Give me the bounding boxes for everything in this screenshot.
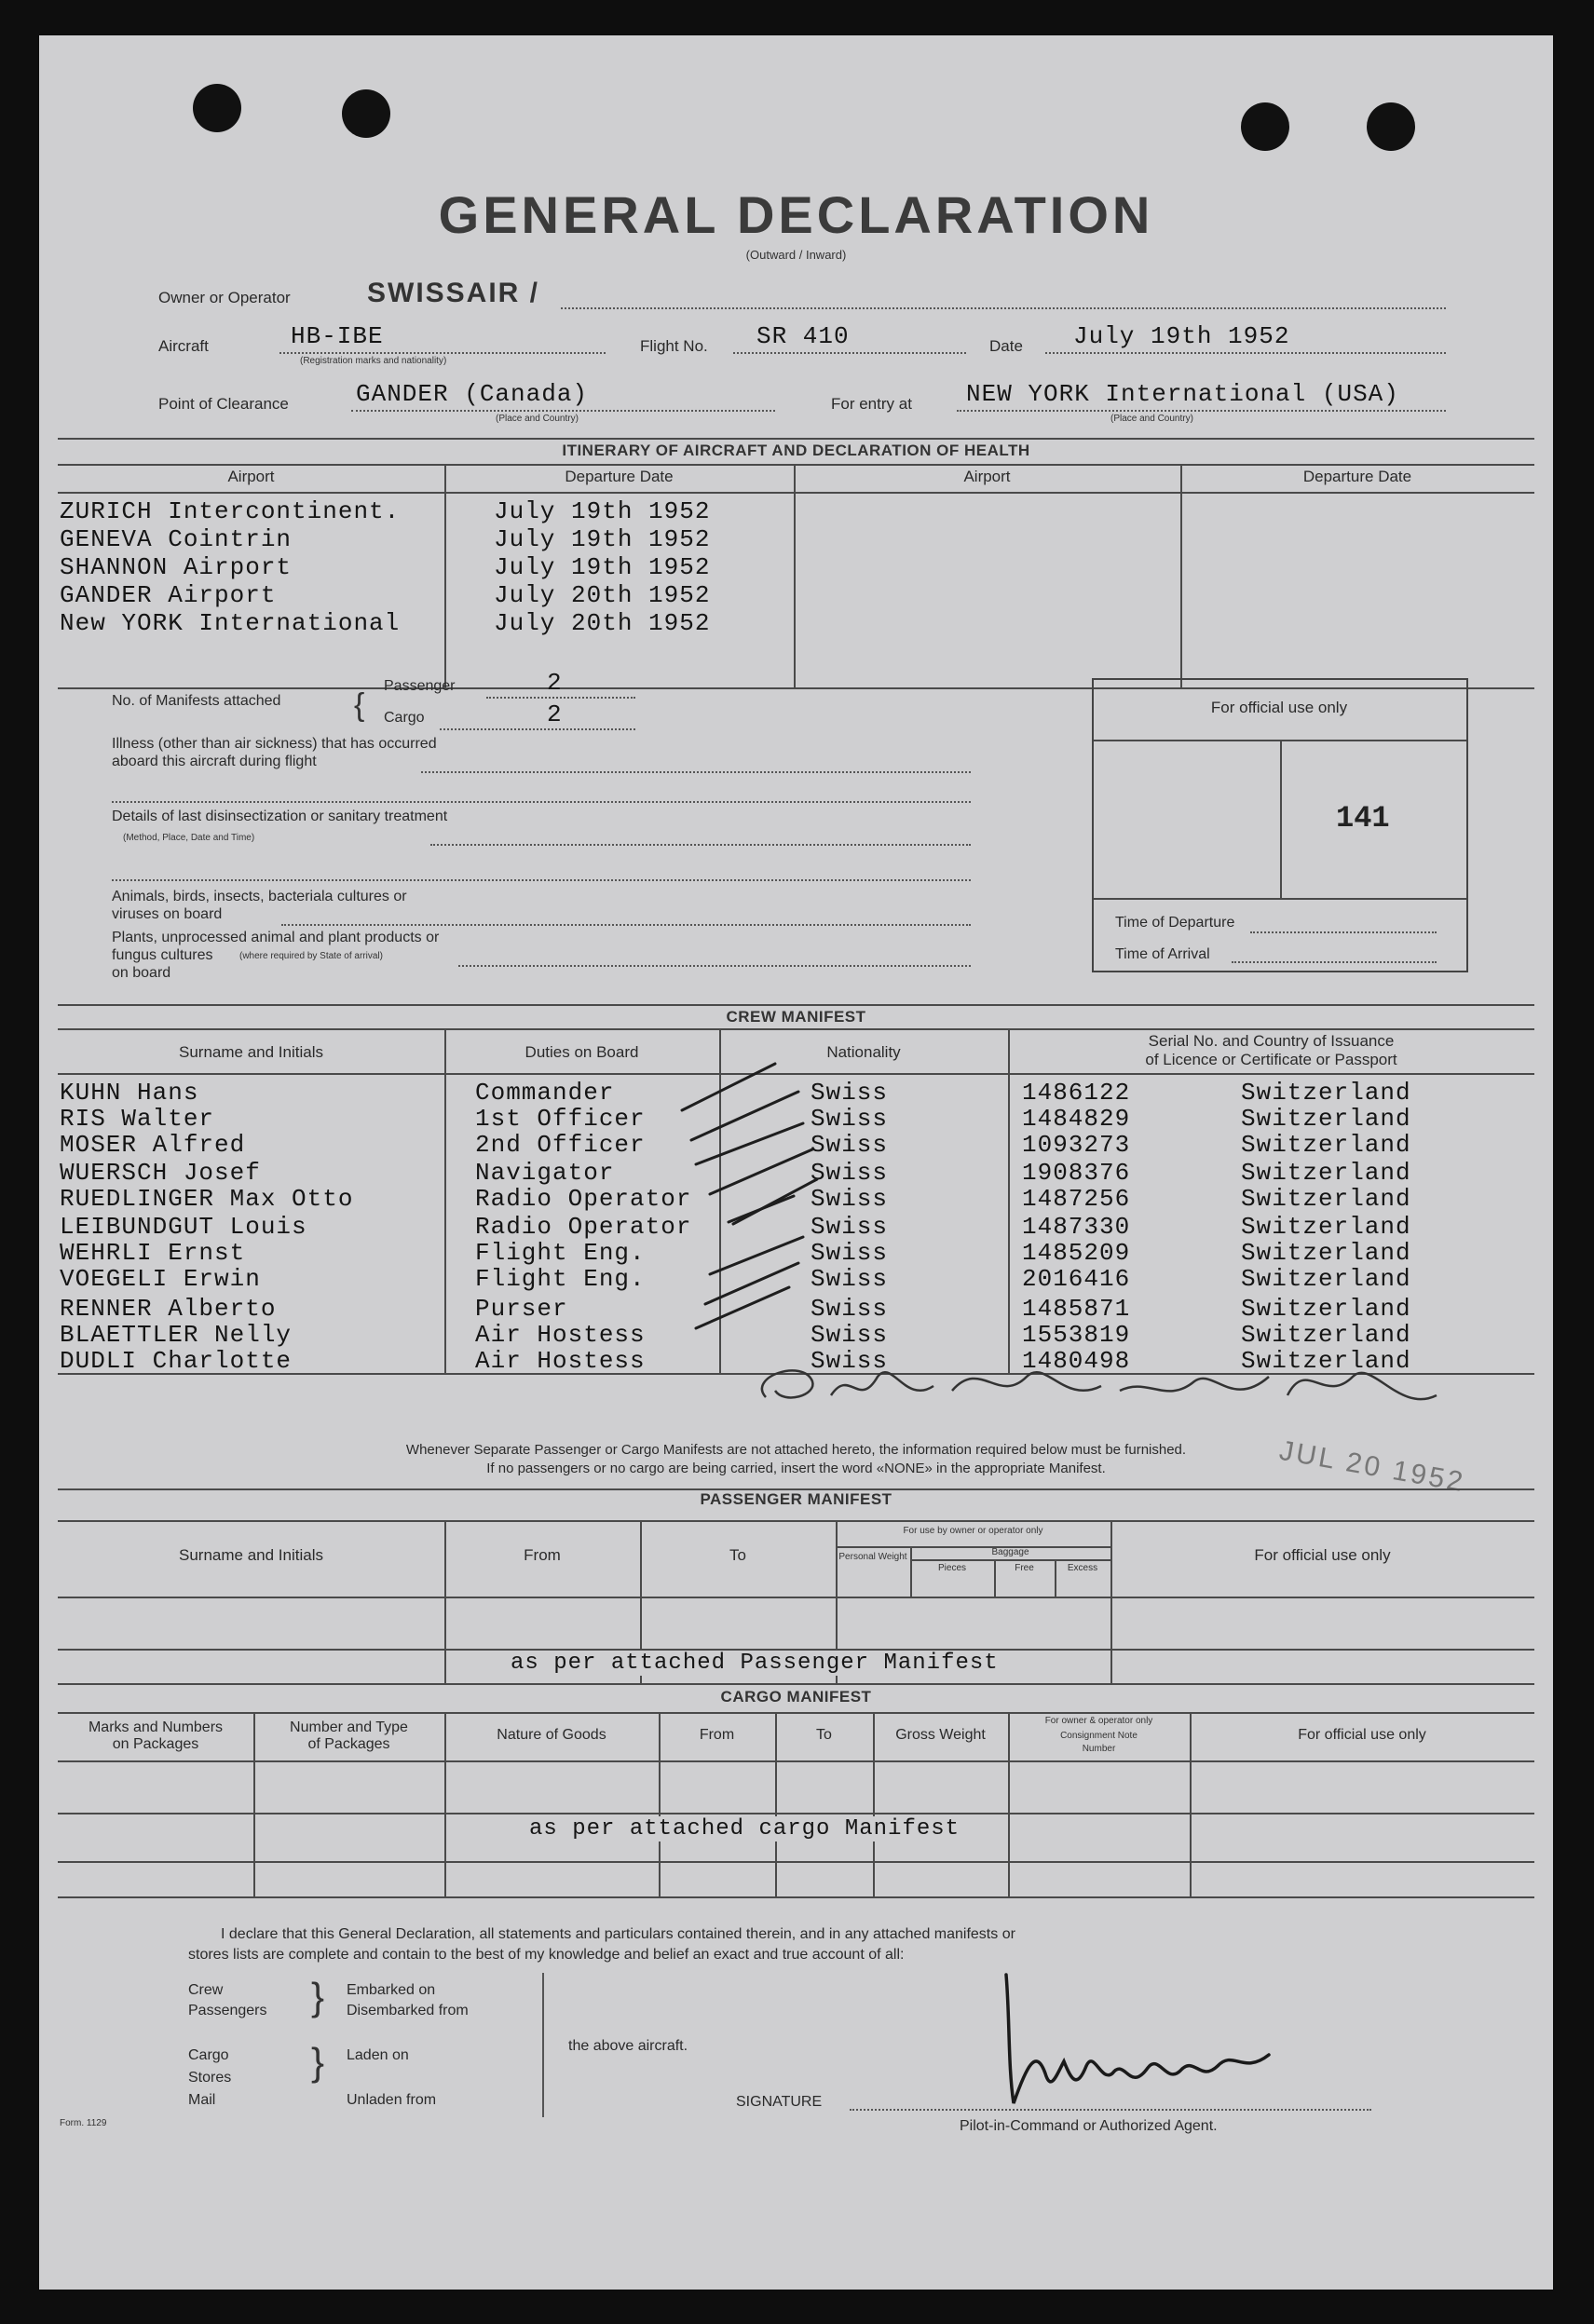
cargo-col-marks-2: on Packages: [112, 1736, 199, 1752]
animals-label-1: Animals, birds, insects, bacteriala cultures or: [112, 889, 407, 904]
declaration-text-1: I declare that this General Declaration, all statements and particulars contained therein, and in any attached manifests or: [221, 1926, 1015, 1942]
entry-value: NEW YORK International (USA): [966, 380, 1399, 408]
plants-label-1: Plants, unprocessed animal and plant products or: [112, 930, 440, 945]
itinerary-title: ITINERARY OF AIRCRAFT AND DECLARATION OF HEALTH: [562, 442, 1030, 459]
cargo-col-owner-3: Number: [1082, 1744, 1116, 1754]
decl-laden: Laden on: [347, 2047, 409, 2063]
cargo-count: 2: [547, 700, 563, 728]
passenger-title: PASSENGER MANIFEST: [700, 1490, 892, 1508]
illness-label-2: aboard this aircraft during flight: [112, 754, 317, 769]
passenger-owner-use: For use by owner or operator only: [903, 1526, 1043, 1536]
cargo-label: Cargo: [384, 710, 425, 726]
cargo-entry: as per attached cargo Manifest: [524, 1816, 965, 1842]
cargo-col-gross: Gross Weight: [895, 1727, 986, 1743]
passenger-col-personal: Personal Weight: [838, 1552, 907, 1562]
passenger-col-from: From: [524, 1546, 561, 1564]
clearance-label: Point of Clearance: [158, 395, 289, 413]
crew-col-serial-2: of Licence or Certificate or Passport: [1145, 1051, 1397, 1068]
cargo-col-number-1: Number and Type: [290, 1719, 408, 1735]
itinerary-col-departure-2: Departure Date: [1302, 468, 1412, 485]
passenger-count: 2: [547, 669, 563, 697]
cargo-col-official: For official use only: [1298, 1727, 1426, 1743]
crew-note-1: Whenever Separate Passenger or Cargo Manifests are not attached hereto, the information required below must be furnished.: [405, 1442, 1187, 1458]
official-number: 141: [1336, 801, 1390, 836]
itinerary-col-departure: Departure Date: [565, 468, 674, 485]
date-value: July 19th 1952: [1073, 322, 1290, 350]
decl-above: the above aircraft.: [568, 2038, 688, 2054]
pilot-signature: [989, 1964, 1297, 2122]
form-title: GENERAL DECLARATION: [438, 185, 1154, 244]
cargo-col-marks-1: Marks and Numbers: [88, 1719, 224, 1735]
departure-time-label: Time of Departure: [1115, 915, 1235, 931]
plants-note: (where required by State of arrival): [239, 951, 383, 961]
crew-col-name: Surname and Initials: [179, 1043, 323, 1061]
cargo-col-nature: Nature of Goods: [497, 1727, 606, 1743]
cargo-col-to: To: [816, 1727, 832, 1743]
date-stamp: JUL 20 1952: [1276, 1434, 1468, 1499]
owner-label: Owner or Operator: [158, 289, 291, 306]
signature-label: SIGNATURE: [736, 2094, 823, 2110]
crew-col-nationality: Nationality: [826, 1043, 901, 1061]
itinerary-col-airport-2: Airport: [963, 468, 1011, 485]
clearance-value: GANDER (Canada): [356, 380, 589, 408]
declaration-page: GENERAL DECLARATION (Outward / Inward) Owner or Operator SWISSAIR / Aircraft HB-IBE (Registration marks and nationality) Flight No. SR 410 Date July 19th 1952 Point of Clearance GANDER (Canada) (Place and Country) For entry at NEW YORK International (USA) (Place and Country) ITINERARY OF AIRCRAFT AND DECLARATION OF HEALTH Airport Departure Date Airport Departure Date ZURICH Intercontinent. July 19th 1952 GENEVA Cointrin July 19th 1952 SHANNON Airport July 19th 1952 GANDER Airport July 20th 1952 New YORK International July 20th 1952 No. of Manifests attached { Passenger 2 Cargo 2 Illness (other than air sickness) that has occurred aboard this aircraft during flight Details of last disinsectization or sanitary treatment (Method, Place, Date and Time) Animals, birds, insects, bacteriala cultures or viruses on board Plants, unprocessed animal and plant products or fungus cultures (where required by State of arrival) on board For official use only 141 Time of Departure Time of Arrival CREW MANIFEST Surname and Initials Duties on Board Nationality Serial No. and Country of Issuance of Licence or Certificate or Passport KUHN Hans Commander Swiss 1486122 Switzerland RIS Walter 1st Officer Swiss 1484829 Switzerland MOSER Alfred 2nd Officer Swiss 1093273 Switzerland WUERSCH Josef Navigator Swiss 1908376 Switzerland RUEDLINGER Max Otto Radio Operator Swiss 1487256 Switzerland LEIBUNDGUT Louis Radio Operator Swiss 1487330 Switzerland WEHRLI Ernst Flight Eng. Swiss 1485209 Switzerland VOEGELI Erwin Flight Eng. Swiss 2016416 Switzerland RENNER Alberto Purser Swiss 1485871 Switzerland BLAETTLER Nelly Air Hostess Swiss 1553819 Switzerland DUDLI Charlotte Air Hostess Swiss 1480498 Switzerland Whenever Separate Passenger or Cargo Manifests are not attached hereto, the information required below must be furnished. If no passengers or no cargo are being carried, insert the word «NONE» in the appropriate Manifest. JUL 20 1952 PASSENGER MANIFEST Surname and Initials From To For use by owner or operator only Personal Weight Baggage Pieces Free Excess For official use only as per attached Passenger Manifest CARGO MANIFEST Marks and Numbers on Packages Number and Type of Packages Nature of Goods From To Gross Weight For owner & operator only Consignment Note Number For official use only as per attached cargo Manifest I declare that this General Declaration, all statements and particulars contained therein, and in any attached manifests or stores lists are complete and contain to the best of my knowledge and belief an exact and true account of all: Crew Passengers } Embarked on Disembarked from Cargo Stores Mail } Laden on Unladen from the above aircraft. SIGNATURE Pilot-in-Command or Authorized Agent. Form. 1129: [39, 35, 1553, 2290]
decl-stores: Stores: [188, 2070, 232, 2086]
cargo-col-owner-2: Consignment Note: [1060, 1731, 1138, 1741]
passenger-entry: as per attached Passenger Manifest: [505, 1651, 1004, 1676]
crew-col-duty: Duties on Board: [525, 1043, 639, 1061]
owner-value: SWISSAIR /: [367, 278, 540, 308]
itinerary-col-airport: Airport: [227, 468, 275, 485]
aircraft-label: Aircraft: [158, 337, 209, 355]
manifests-label: No. of Manifests attached: [112, 693, 281, 709]
date-label: Date: [989, 337, 1023, 355]
crew-col-serial-1: Serial No. and Country of Issuance: [1148, 1032, 1395, 1050]
passenger-col-to: To: [729, 1546, 746, 1564]
passenger-col-free: Free: [1015, 1563, 1034, 1573]
clearance-note: (Place and Country): [496, 414, 579, 424]
pilot-label: Pilot-in-Command or Authorized Agent.: [960, 2118, 1218, 2134]
disinsect-label: Details of last disinsectization or sanitary treatment: [112, 809, 448, 824]
animals-label-2: viruses on board: [112, 906, 223, 922]
aircraft-value: HB-IBE: [291, 322, 384, 350]
cargo-title: CARGO MANIFEST: [720, 1688, 872, 1706]
decl-mail: Mail: [188, 2092, 216, 2108]
plants-label-3: on board: [112, 965, 171, 981]
flight-value: SR 410: [756, 322, 850, 350]
entry-label: For entry at: [831, 395, 912, 413]
decl-passengers: Passengers: [188, 2003, 267, 2018]
decl-unladen: Unladen from: [347, 2092, 437, 2108]
cargo-col-from: From: [699, 1727, 735, 1743]
plants-label-2: fungus cultures: [112, 947, 213, 963]
passenger-col-baggage: Baggage: [991, 1547, 1029, 1557]
cargo-col-number-2: of Packages: [307, 1736, 390, 1752]
aircraft-note: (Registration marks and nationality): [300, 356, 447, 366]
disinsect-note: (Method, Place, Date and Time): [123, 833, 255, 843]
passenger-col-pieces: Pieces: [937, 1563, 966, 1573]
declaration-text-2: stores lists are complete and contain to the best of my knowledge and belief an exact and true account of all:: [188, 1947, 905, 1963]
crew-note-2: If no passengers or no cargo are being carried, insert the word «NONE» in the appropriate Manifest.: [486, 1461, 1106, 1476]
crew-title: CREW MANIFEST: [726, 1008, 866, 1026]
flight-label: Flight No.: [640, 337, 708, 355]
official-title: For official use only: [1210, 699, 1348, 716]
entry-note: (Place and Country): [1110, 414, 1193, 424]
passenger-col-excess: Excess: [1067, 1563, 1098, 1573]
cargo-col-owner-1: For owner & operator only: [1044, 1716, 1153, 1726]
decl-embarked: Embarked on: [347, 1982, 436, 1998]
form-subtitle: (Outward / Inward): [745, 248, 847, 262]
passenger-col-official: For official use only: [1254, 1546, 1391, 1564]
decl-cargo: Cargo: [188, 2047, 229, 2063]
illness-label-1: Illness (other than air sickness) that has occurred: [112, 736, 437, 752]
passenger-col-name: Surname and Initials: [179, 1546, 323, 1564]
form-number: Form. 1129: [60, 2118, 107, 2128]
official-scribble: [762, 1370, 1437, 1399]
passenger-label: Passenger: [384, 678, 456, 694]
decl-crew: Crew: [188, 1982, 224, 1998]
decl-disembarked: Disembarked from: [347, 2003, 469, 2018]
arrival-time-label: Time of Arrival: [1115, 946, 1210, 962]
